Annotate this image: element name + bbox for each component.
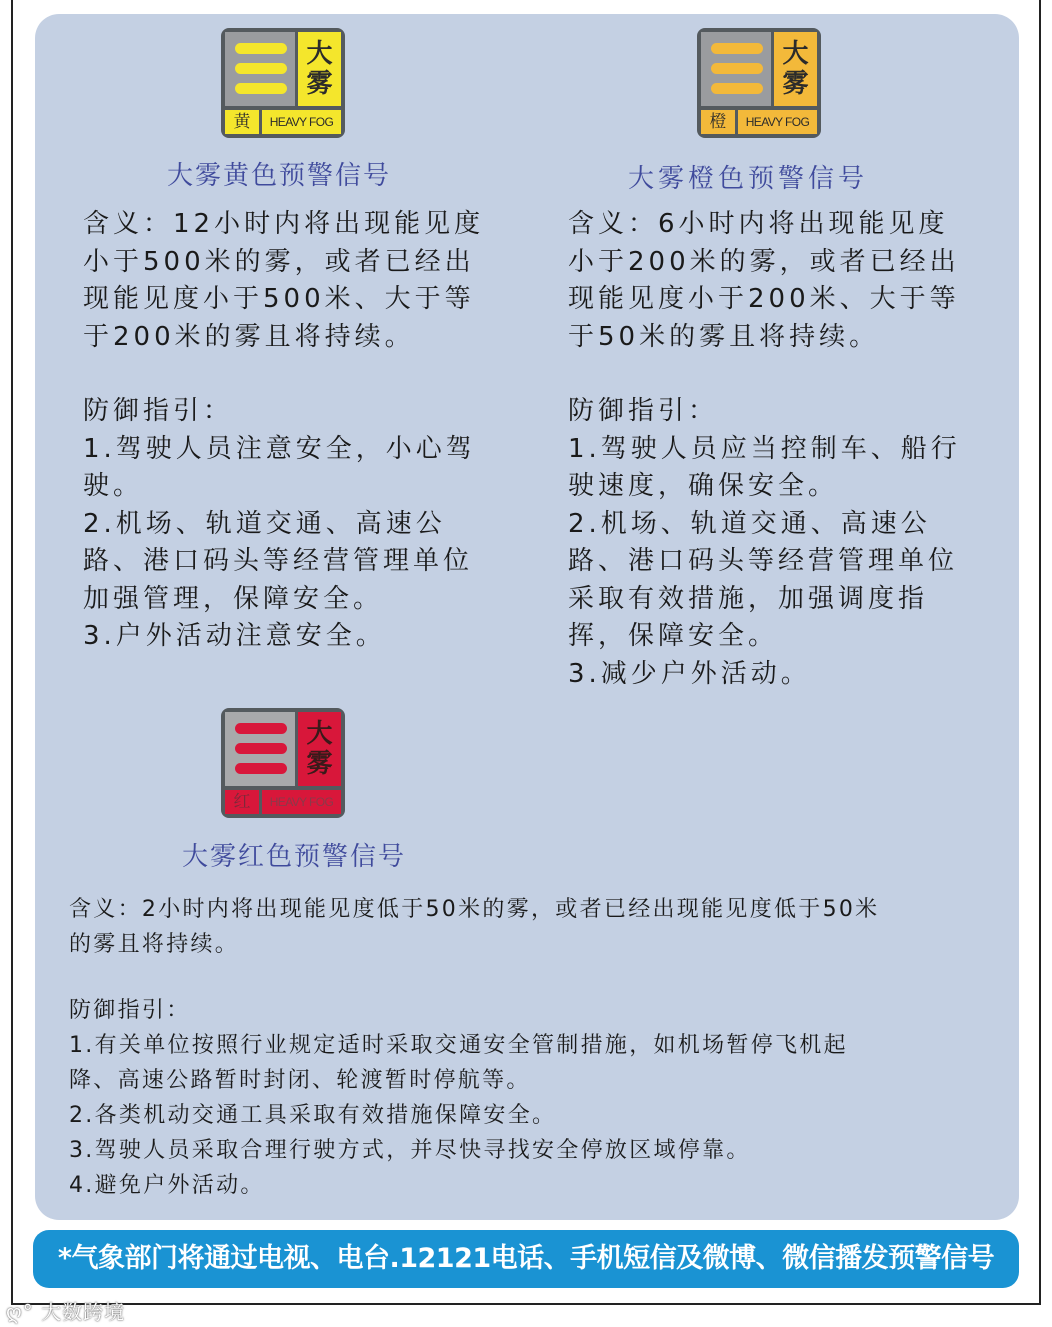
red-fog-sign — [221, 708, 345, 818]
watermark: ღ° 大数跨境 — [6, 1300, 126, 1324]
orange-warning-body: 含义：6小时内将出现能见度 小于200米的雾，或者已经出 现能见度小于200米、大于等 于50米的雾且将持续。 防御指引： 1.驾驶人员应当控制车、船行 驶速度，确保安全。 2.机场、轨道交通、高速公 路、港口码头等经营管理单位 采取有效措施，加强调度指 挥，保障安全。 3.减少户外活动。 — [568, 206, 1008, 693]
three-bars-icon — [701, 32, 771, 106]
red-warning-meaning: 含义：2小时内将出现能见度低于50米的雾，或者已经出现能见度低于50米 的雾且将持续。 — [69, 897, 880, 957]
red-warning-guide: 防御指引： 1.有关单位按照行业规定适时采取交通安全管制措施，如机场暂停飞机起 降、高速公路暂时封闭、轮渡暂时停航等。 2.各类机动交通工具采取有效措施保障安全。 3.驾驶人员采取合理行驶方式，并尽快寻找安全停放区域停靠。 4.避免户外活动。 — [69, 993, 848, 1203]
orange-warning-title: 大雾橙色预警信号 — [628, 164, 869, 194]
sign-fog-label: HEAVY FOG — [262, 110, 341, 134]
sign-main-label: 大 雾 — [774, 32, 817, 106]
three-bars-icon — [225, 32, 295, 106]
guide-heading: 防御指引： — [69, 998, 191, 1023]
orange-fog-sign — [697, 28, 821, 138]
yellow-fog-sign — [221, 28, 345, 138]
guide-heading: 防御指引： — [568, 396, 719, 426]
sign-level-label: 橙 — [701, 110, 735, 134]
sign-main-label: 大 雾 — [298, 32, 341, 106]
red-warning-title: 大雾红色预警信号 — [182, 842, 407, 872]
sign-fog-label: HEAVY FOG — [262, 790, 341, 814]
yellow-warning-body: 含义：12小时内将出现能见度 小于500米的雾，或者已经出 现能见度小于500米、大于等 于200米的雾且将持续。 防御指引： 1.驾驶人员注意安全，小心驾 驶。 2.机场、轨道交通、高速公 路、港口码头等经营管理单位 加强管理，保障安全。 3.户外活动注意安全。 — [83, 206, 523, 656]
yellow-warning-title: 大雾黄色预警信号 — [167, 161, 392, 191]
guide-heading: 防御指引： — [83, 396, 234, 426]
sign-level-label: 黄 — [225, 110, 259, 134]
watermark-logo-icon: ღ° — [6, 1300, 34, 1324]
sign-level-label: 红 — [225, 790, 259, 814]
broadcast-notice-banner: *气象部门将通过电视、电台.12121电话、手机短信及微博、微信播发预警信号 — [33, 1230, 1019, 1288]
sign-main-label: 大 雾 — [298, 712, 341, 786]
three-bars-icon — [225, 712, 295, 786]
sign-fog-label: HEAVY FOG — [738, 110, 817, 134]
